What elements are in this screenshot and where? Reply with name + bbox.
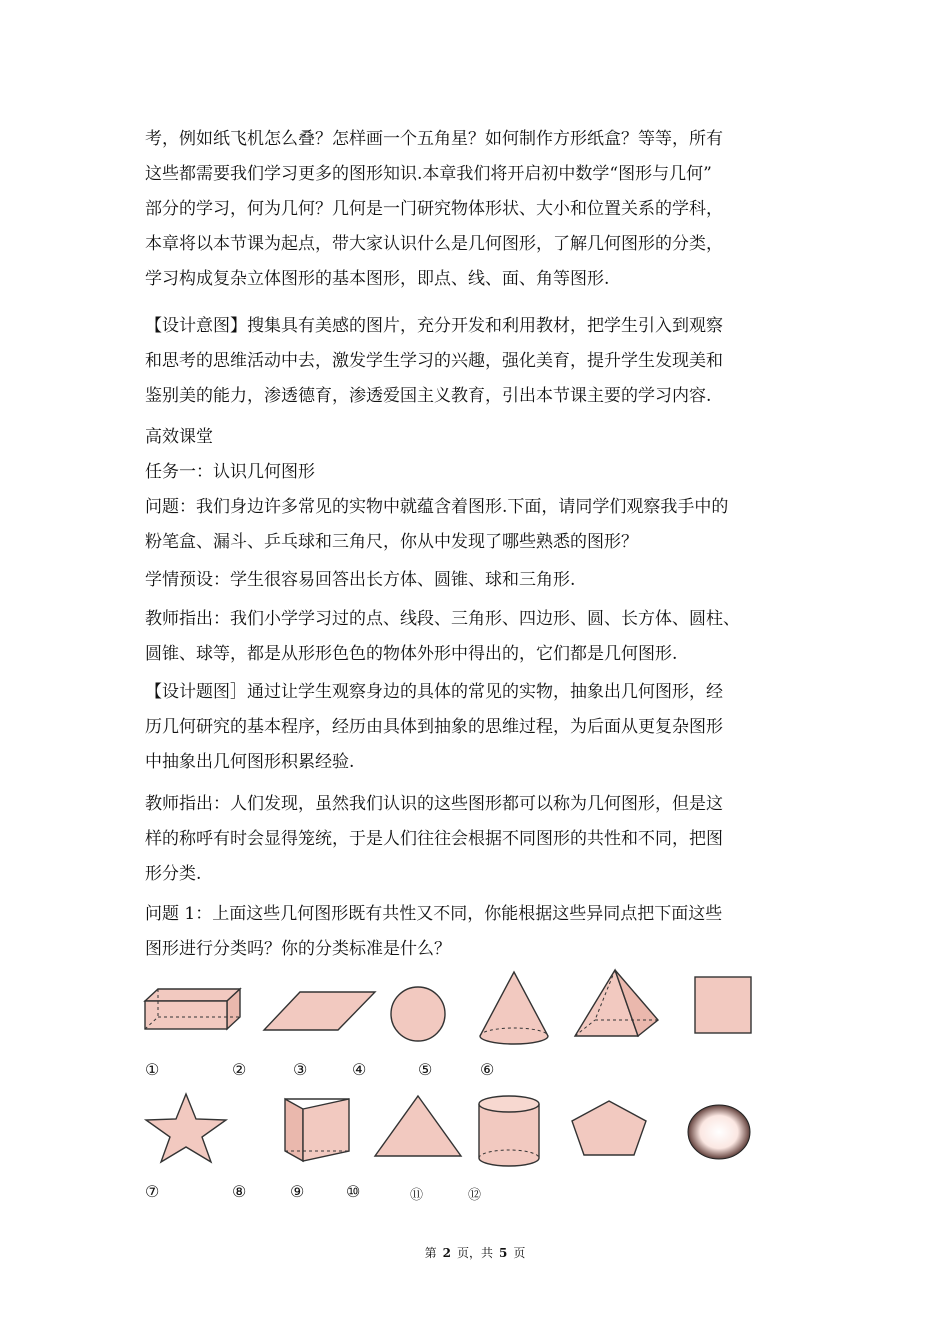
- cylinder-icon: [477, 1094, 541, 1170]
- parallelogram-icon: [262, 990, 377, 1032]
- teacher-note-1: 教师指出：我们小学学习过的点、线段、三角形、四边形、圆、长方体、圆柱、 圆锥、球等，都是从形形色色的物体外形中得出的，它们都是几何图形.: [145, 609, 740, 664]
- page-footer: 第 2 页，共 5 页: [424, 1246, 526, 1260]
- label-6: ⑥: [480, 1060, 495, 1079]
- current-page: 2: [442, 1246, 451, 1260]
- label-4: ④: [352, 1060, 367, 1079]
- design-topic-paragraph: 【设计题图］通过让学生观察身边的具体的常见的实物，抽象出几何图形，经 历几何研究的基本程序，经历由具体到抽象的思维过程，为后面从更复杂图形 中抽象出几何图形积累经验.: [145, 682, 723, 772]
- pentagon-icon: [570, 1099, 648, 1157]
- label-3: ③: [293, 1060, 308, 1079]
- label-1: ①: [145, 1060, 160, 1079]
- preview-paragraph: 学情预设：学生很容易回答出长方体、圆锥、球和三角形.: [145, 570, 576, 590]
- label-12: ⑫: [468, 1188, 482, 1203]
- question-1-paragraph: 问题 1：上面这些几何图形既有共性又不同，你能根据这些异同点把下面这些 图形进行分类吗？你的分类标准是什么？: [145, 904, 723, 959]
- section-title: 高效课堂: [145, 427, 213, 447]
- label-7: ⑦: [145, 1182, 160, 1201]
- star-icon: [143, 1092, 229, 1164]
- triangular-prism-icon: [283, 1095, 351, 1165]
- pyramid-icon: [573, 968, 661, 1040]
- teacher-note-2: 教师指出：人们发现，虽然我们认识的这些图形都可以称为几何图形，但是这 样的称呼有时会显得笼统，于是人们往往会根据不同图形的共性和不同，把图 形分类.: [145, 794, 723, 884]
- design-intent-paragraph: 【设计意图】搜集具有美感的图片，充分开发和利用教材，把学生引入到观察 和思考的思维活动中去，激发学生学习的兴趣，强化美育，提升学生发现美和 鉴别美的能力，渗透德育，渗透爱国主义教育，引出本节课主要的学习内容.: [145, 316, 723, 406]
- triangle-icon: [373, 1094, 463, 1158]
- label-5: ⑤: [418, 1060, 433, 1079]
- cone-icon: [478, 970, 550, 1048]
- task-title: 任务一：认识几何图形: [145, 462, 315, 482]
- label-8: ⑧: [232, 1182, 247, 1201]
- label-9: ⑨: [290, 1182, 305, 1201]
- question-paragraph: 问题：我们身边许多常见的实物中就蕴含着图形.下面，请同学们观察我手中的 粉笔盒、漏斗、乒乓球和三角尺，你从中发现了哪些熟悉的图形？: [145, 497, 729, 552]
- total-pages: 5: [499, 1246, 508, 1260]
- label-2: ②: [232, 1060, 247, 1079]
- circle-icon: [389, 985, 447, 1043]
- sphere-icon: [686, 1103, 752, 1161]
- label-11: ⑪: [410, 1188, 424, 1203]
- intro-paragraph: 考，例如纸飞机怎么叠？怎样画一个五角星？如何制作方形纸盒？等等，所有 这些都需要我们学习更多的图形知识.本章我们将开启初中数学“图形与几何” 部分的学习，何为几何？几何是一门研究物体形状、大小和位置关系的学科， 本章将以本节课为起点，带大家认识什么是几何图形，了解几何图形的分类， 学习构成复杂立体图形的基本图形，即点、线、面、角等图形.: [145, 129, 723, 289]
- cuboid-icon: [143, 987, 243, 1032]
- label-10: ⑩: [346, 1182, 361, 1201]
- square-icon: [693, 975, 753, 1035]
